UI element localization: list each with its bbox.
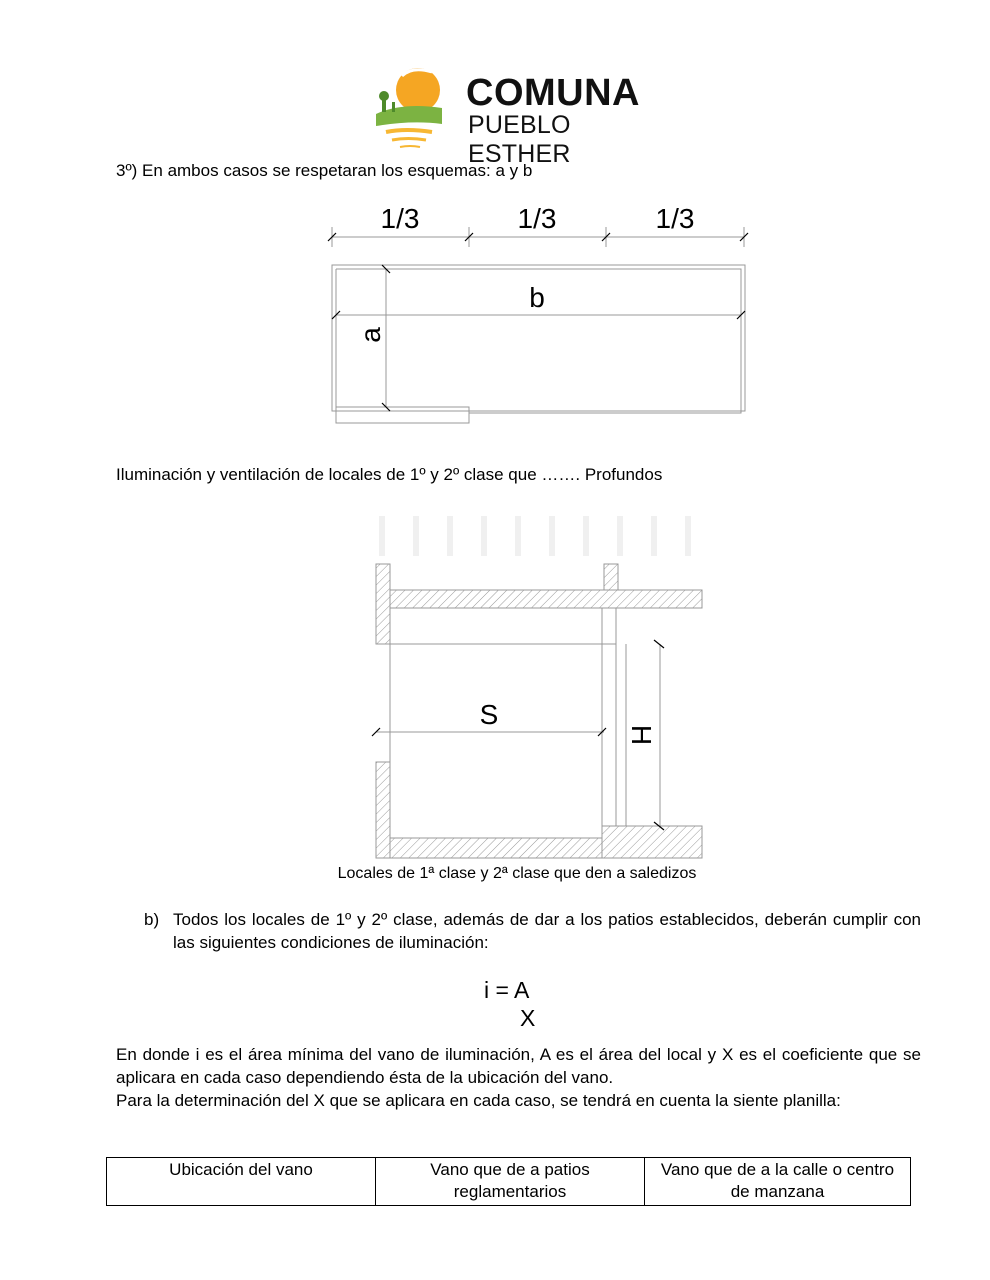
third-label-1: 1/3	[380, 203, 420, 234]
logo	[372, 62, 672, 168]
intro-text: 3º) En ambos casos se respetaran los esquemas: a y b	[116, 161, 533, 180]
diagram-ab	[320, 195, 760, 435]
planilla-table	[106, 1157, 911, 1206]
logo-emblem-icon	[372, 62, 464, 154]
paragraph-definition: En donde i es el área mínima del vano de iluminación, A es el área del local y X es el coeficiente que se aplicara en cada caso dependiendo ésta de la ubicación del vano.	[116, 1045, 921, 1087]
list-marker-b: b)	[144, 910, 160, 929]
list-item-b-text: Todos los locales de 1º y 2º clase, además de dar a los patios establecidos, deberán cumplir con las siguientes condiciones de iluminación:	[173, 910, 921, 952]
diagram-caption: Locales de 1ª clase y 2ª clase que den a saledizos	[337, 865, 697, 882]
formula-numerator: i = A	[484, 977, 530, 1003]
third-label-3: 1/3	[655, 203, 695, 234]
logo-subtitle: PUEBLO ESTHER	[468, 111, 571, 168]
paragraph-planilla: Para la determinación del X que se aplicara en cada caso, se tendrá en cuenta la siente planilla:	[116, 1091, 841, 1110]
label-a: a	[355, 327, 386, 343]
table-header-row	[107, 1158, 911, 1206]
label-b: b	[529, 282, 545, 313]
logo-title: COMUNA	[466, 72, 640, 114]
third-label-2: 1/3	[517, 203, 557, 234]
label-s: S	[479, 699, 499, 730]
section-heading: Iluminación y ventilación de locales de 1º y 2º clase que ……. Profundos	[116, 465, 663, 484]
diagram-sh	[360, 516, 720, 862]
table-header-cell: Ubicación del vano	[107, 1158, 376, 1206]
table-header-cell: Vano que de a la calle o centro de manzana	[645, 1158, 911, 1206]
table-header-cell: Vano que de a patios reglamentarios	[376, 1158, 645, 1206]
label-h: H	[626, 724, 657, 746]
formula-denominator: X	[520, 1005, 536, 1031]
